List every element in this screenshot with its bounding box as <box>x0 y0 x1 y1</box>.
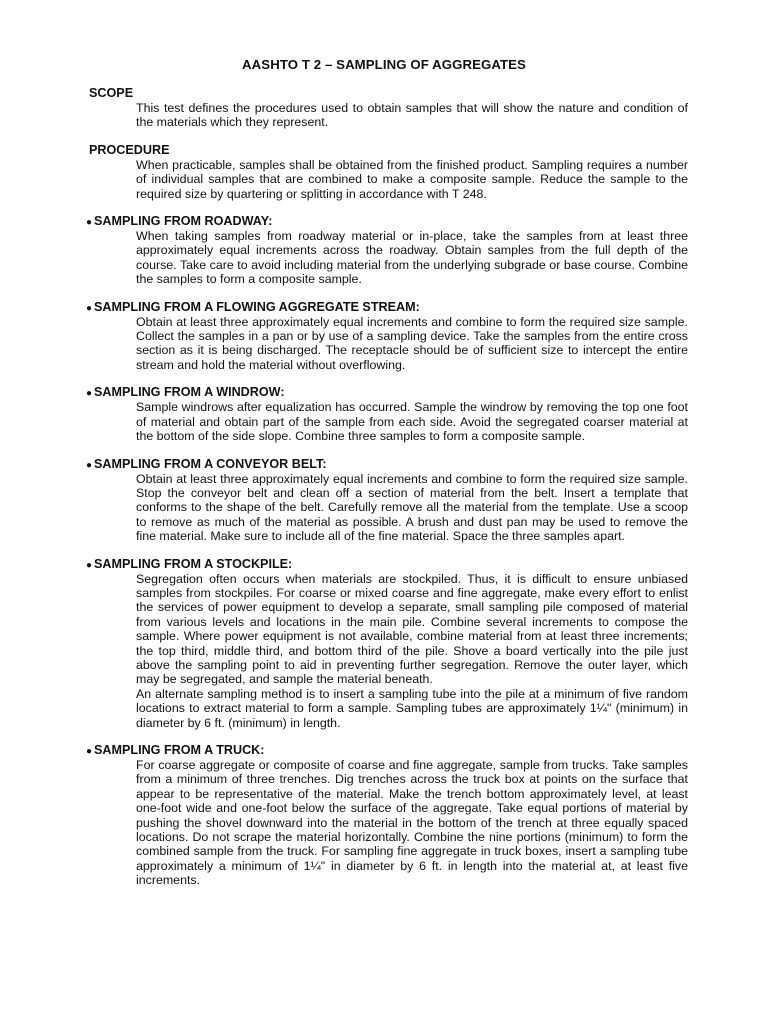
section-heading <box>86 300 689 315</box>
section-heading-text: SCOPE <box>89 86 134 100</box>
document-section <box>86 385 689 444</box>
document-section <box>86 556 689 730</box>
bullet-icon: ● <box>86 388 93 400</box>
section-heading <box>86 743 689 758</box>
section-paragraph: When practicable, samples shall be obtained from the finished product. Sampling requires a number of individual samples that are combined to make a composite sample. Reduce the sample to the required size by quartering or splitting in accordance with T 248. <box>136 157 688 201</box>
section-paragraph: For coarse aggregate or composite of coarse and fine aggregate, sample from trucks. Take samples from a minimum of three trenches. Dig trenches across the truck box at points on the surface that appear to be representative of the material. Make the trench bottom approximately level, at least one-foot wide and one-foot below the surface of the aggregate. Take equal portions of material by pushing the shovel downward into the material in the bottom of the trench at three equally spaced locations. Do not scrape the material horizontally. Combine the nine portions (minimum) to form the combined sample from the truck. For sampling fine aggregate in truck boxes, insert a sampling tube approximately a minimum of 1¼" in diameter by 6 ft. in length into the material at, at least five increments. <box>136 758 688 888</box>
bullet-icon: ● <box>86 559 93 571</box>
section-heading <box>89 143 689 158</box>
document-section <box>86 456 689 544</box>
section-heading <box>86 457 689 472</box>
bullet-icon: ● <box>86 302 93 314</box>
document-section <box>89 86 689 130</box>
bullet-icon: ● <box>86 459 93 471</box>
section-heading <box>89 86 689 101</box>
section-heading <box>86 557 689 572</box>
section-heading-text: SAMPLING FROM A STOCKPILE: <box>94 556 293 571</box>
section-heading <box>86 214 689 229</box>
document-section <box>86 299 689 373</box>
section-heading-text: PROCEDURE <box>89 142 170 157</box>
document-title: AASHTO T 2 – SAMPLING OF AGGREGATES <box>242 57 526 72</box>
section-paragraph: Segregation often occurs when materials are stockpiled. Thus, it is difficult to ensure unbiased samples from stockpiles. For coarse or mixed coarse and fine aggregate, make every effort to enlist the services of power equipment to develop a separate, small sampling pile composed of material from various levels and locations in the main pile. Combine several increments to compose the sample. Where power equipment is not available, combine material from at least three increments; the top third, middle third, and bottom third of the pile. Shove a board vertically into the pile just above the sampling point to aid in preventing further segregation. Remove the outer layer, which may be segregated, and sample the material beneath. <box>136 571 688 687</box>
section-paragraph: This test defines the procedures used to obtain samples that will show the nature and condition of the materials which they represent. <box>136 101 688 130</box>
section-heading-text: SAMPLING FROM ROADWAY: <box>94 214 273 229</box>
section-paragraph: Obtain at least three approximately equal increments and combine to form the required size sample. Stop the conveyor belt and clean off a section of material from the belt. Insert a template that conforms to the shape of the belt. Carefully remove all the material from the template. Use a scoop to remove as much of the material as possible. A brush and dust pan may be used to remove the fine material. Make sure to include all of the fine material. Space the three samples apart. <box>136 471 688 544</box>
section-paragraph: Sample windrows after equalization has occurred. Sample the windrow by removing the top one foot of material and obtain part of the sample from each side. Avoid the segregated coarser material at the bottom of the side slope. Combine three samples to form a composite sample. <box>136 400 688 444</box>
section-paragraph: When taking samples from roadway material or in-place, take the samples from at least three approximately equal increments across the roadway. Obtain samples from the full depth of the course. Take care to avoid including material from the underlying subgrade or base course. Combine the samples to form a composite sample. <box>136 229 688 287</box>
bullet-icon: ● <box>86 217 93 229</box>
document-section <box>86 214 689 287</box>
document-sections <box>86 86 689 888</box>
section-heading-text: SAMPLING FROM A TRUCK: <box>94 743 265 757</box>
section-paragraph: An alternate sampling method is to insert a sampling tube into the pile at a minimum of five random locations to extract material to form a sample. Sampling tubes are approximately 1¼" (minimum) in diameter by 6 ft. (minimum) in length. <box>136 686 688 730</box>
section-heading-text: SAMPLING FROM A WINDROW: <box>94 385 285 400</box>
section-heading <box>86 385 689 400</box>
section-paragraph: Obtain at least three approximately equal increments and combine to form the required size sample. Collect the samples in a pan or by use of a sampling device. Take the samples from the entire cross section as it is being discharged. The receptacle should be of sufficient size to intercept the entire stream and hold the material without overflowing. <box>136 314 688 372</box>
section-heading-text: SAMPLING FROM A CONVEYOR BELT: <box>94 456 327 471</box>
section-heading-text: SAMPLING FROM A FLOWING AGGREGATE STREAM: <box>94 299 420 314</box>
bullet-icon: ● <box>86 746 93 757</box>
document-section <box>89 143 689 201</box>
document-section <box>86 743 689 888</box>
